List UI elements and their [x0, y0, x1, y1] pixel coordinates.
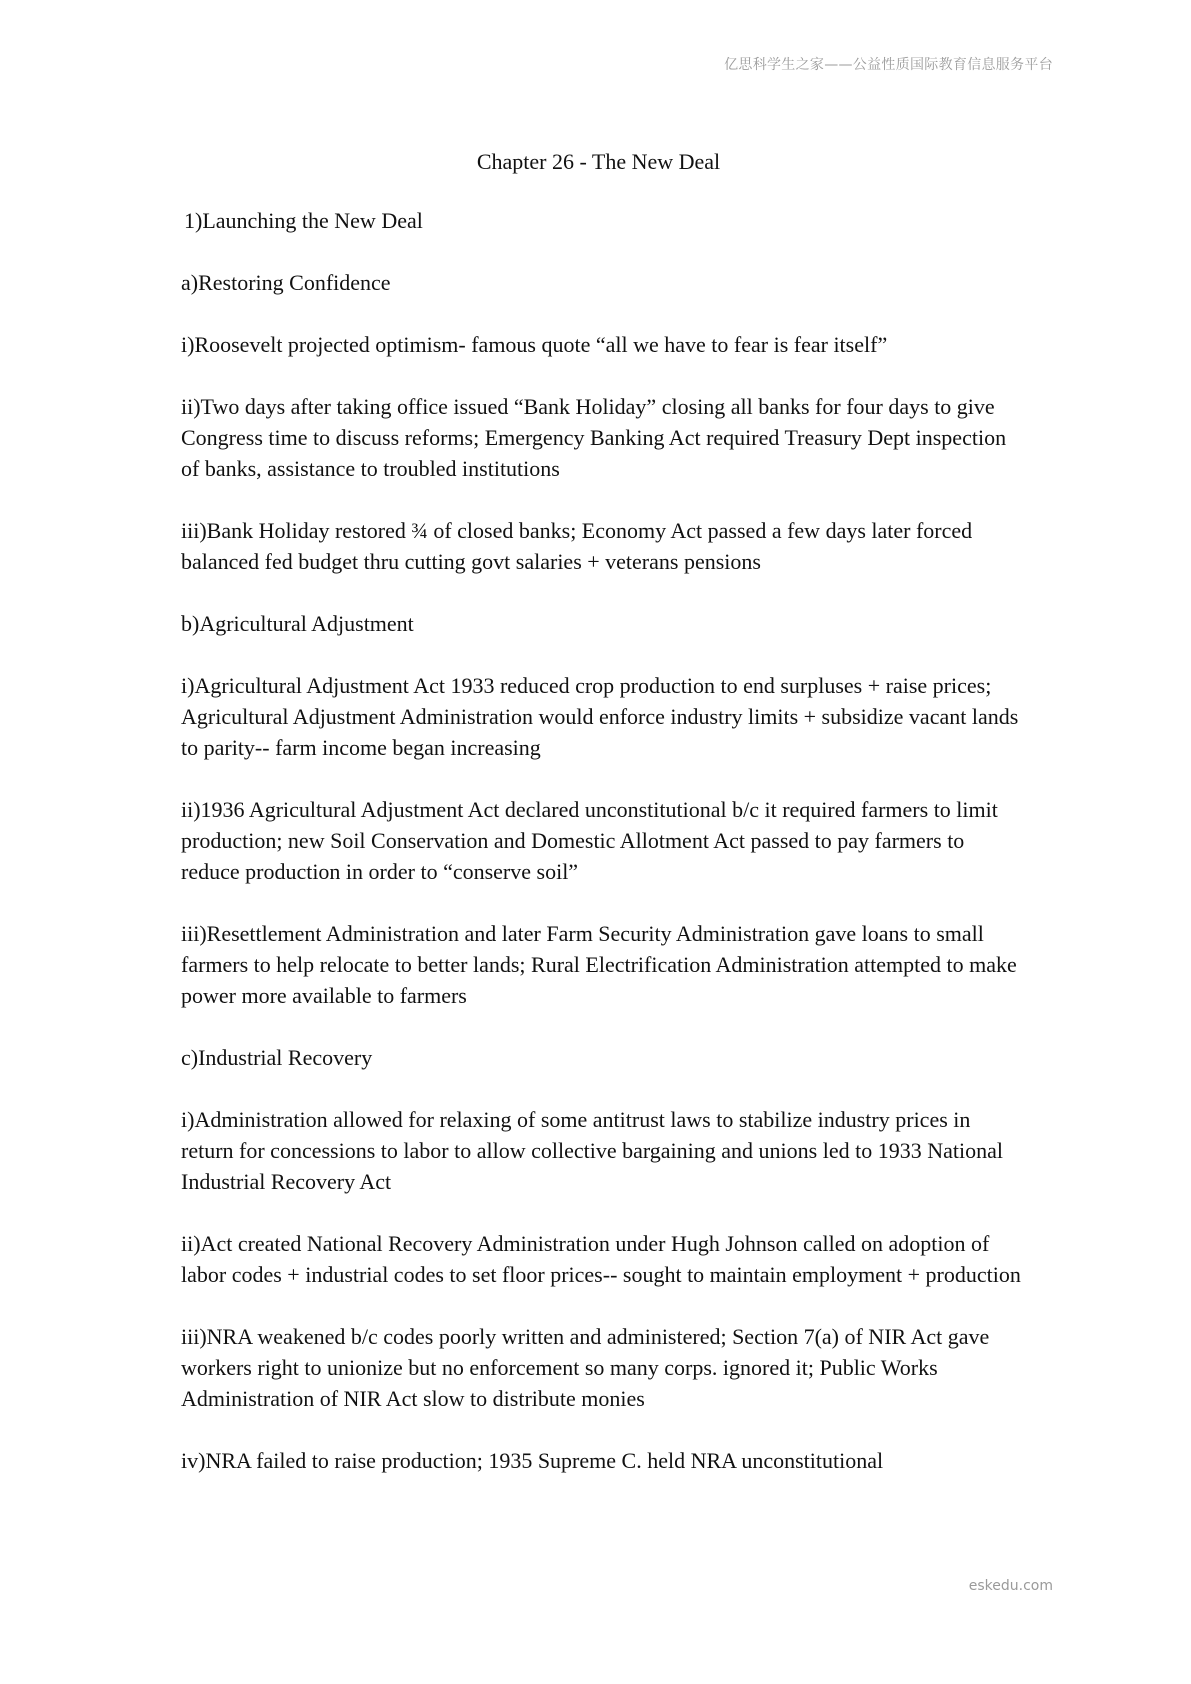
paragraph-a-iii: iii)Bank Holiday restored ¾ of closed banks; Economy Act passed a few days later forced balanced fed budget thru cutting govt salaries + veterans pensions — [181, 518, 973, 574]
paragraph-b-ii: ii)1936 Agricultural Adjustment Act declared unconstitutional b/c it required farmers to limit production; new Soil Conservation and Domestic Allotment Act passed to pay farmers to reduce production in order to “conserve soil” — [181, 797, 998, 884]
paragraph-b-i: i)Agricultural Adjustment Act 1933 reduced crop production to end surpluses + raise prices; Agricultural Adjustment Administration would enforce industry limits + subsidize vacant lands to parity-- farm income began increasing — [181, 673, 1019, 760]
subsection-heading-c: c)Industrial Recovery — [181, 1045, 373, 1070]
chapter-title: Chapter 26 - The New Deal — [476, 149, 721, 174]
paragraph-a-i: i)Roosevelt projected optimism- famous quote “all we have to fear is fear itself” — [181, 332, 888, 357]
paragraph-c-iii: iii)NRA weakened b/c codes poorly written and administered; Section 7(a) of NIR Act gave workers right to unionize but no enforcement so many corps. ignored it; Public Works Administration of NIR Act slow to distribute monies — [181, 1324, 990, 1411]
section-heading-1: 1)Launching the New Deal — [184, 208, 423, 233]
subsection-heading-a: a)Restoring Confidence — [181, 270, 391, 295]
paragraph-c-iv: iv)NRA failed to raise production; 1935 Supreme C. held NRA unconstitutional — [181, 1448, 884, 1473]
header-site-title: 亿思科学生之家——公益性质国际教育信息服务平台 — [724, 57, 1053, 73]
paragraph-c-ii: ii)Act created National Recovery Administration under Hugh Johnson called on adoption of labor codes + industrial codes to set floor prices-- sought to maintain employment + production — [181, 1231, 1021, 1287]
document-body — [181, 140, 1021, 1476]
subsection-heading-b: b)Agricultural Adjustment — [181, 611, 414, 636]
paragraph-b-iii: iii)Resettlement Administration and later Farm Security Administration gave loans to small farmers to help relocate to better lands; Rural Electrification Administration attempted to make power more available to farmers — [181, 921, 1017, 1008]
footer-site-domain: eskedu.com — [968, 1578, 1053, 1594]
paragraph-c-i: i)Administration allowed for relaxing of some antitrust laws to stabilize industry prices in return for concessions to labor to allow collective bargaining and unions led to 1933 National Industrial Recovery Act — [181, 1107, 1003, 1194]
paragraph-a-ii: ii)Two days after taking office issued “Bank Holiday” closing all banks for four days to give Congress time to discuss reforms; Emergency Banking Act required Treasury Dept inspection of banks, assistance to troubled institutions — [181, 394, 1007, 481]
